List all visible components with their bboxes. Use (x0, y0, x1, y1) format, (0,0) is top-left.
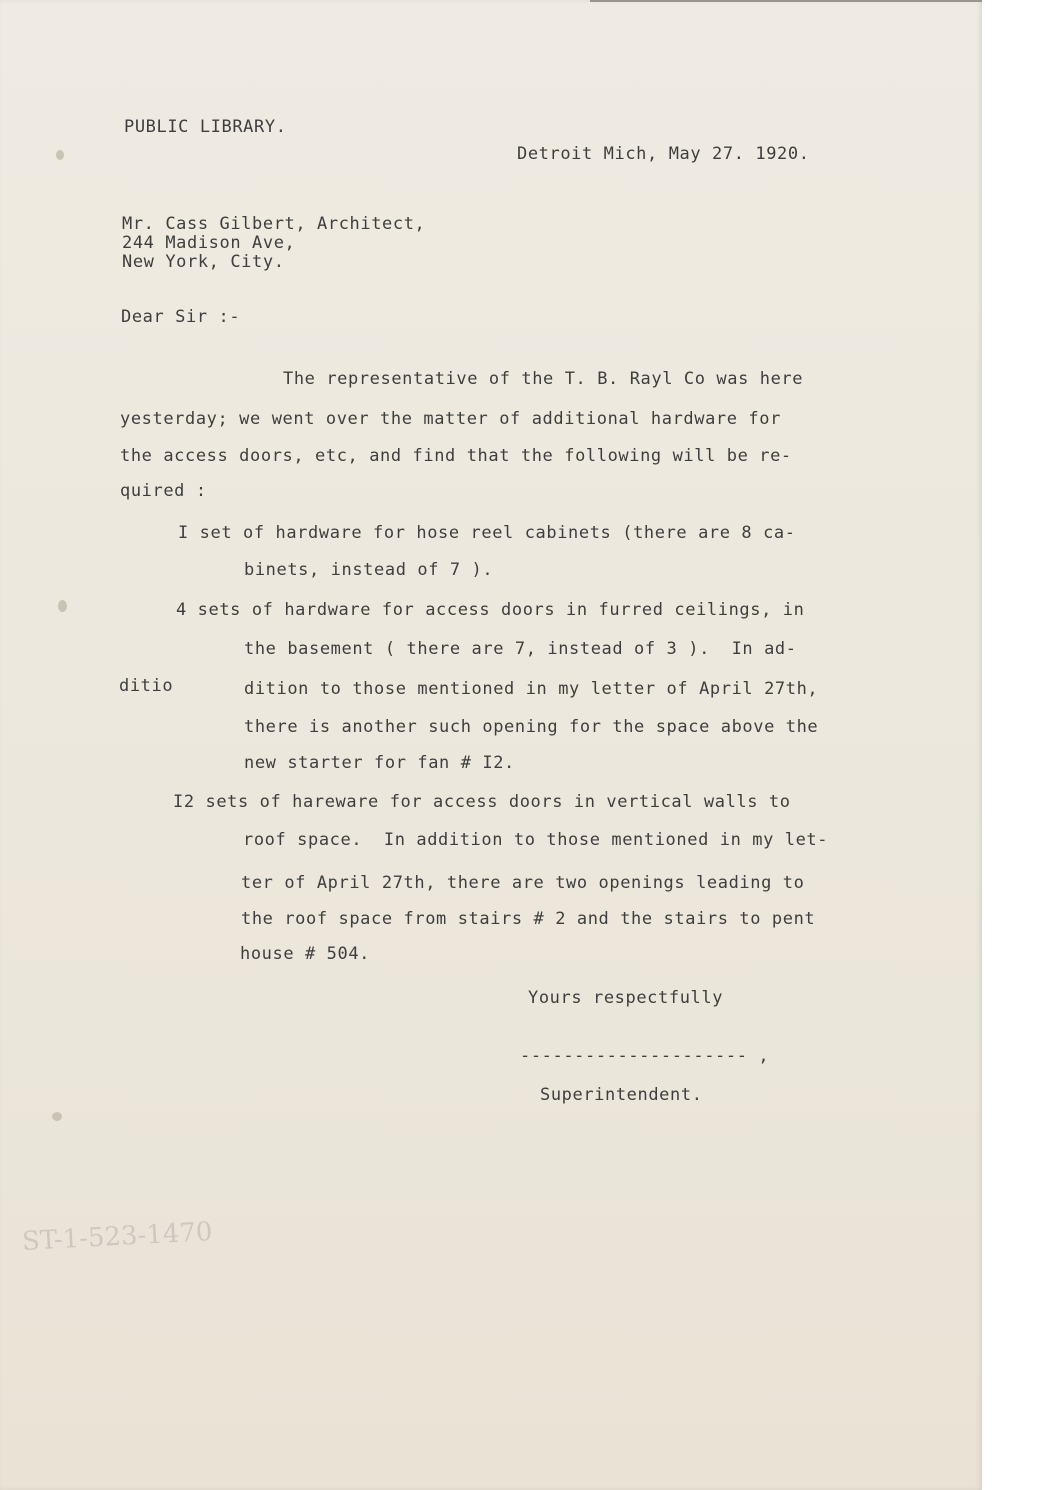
paper-blemish (56, 150, 64, 160)
salutation: Dear Sir :- (121, 307, 241, 327)
item-line: house # 504. (240, 944, 371, 964)
body-line: the access doors, etc, and find that the following will be re- (120, 446, 792, 466)
body-line: quired : (120, 481, 207, 501)
item-line: the basement ( there are 7, instead of 3 ). In ad- (244, 639, 797, 659)
paper-blemish (52, 1112, 62, 1121)
body-line: yesterday; we went over the matter of additional hardware for (120, 409, 781, 429)
recipient-line: New York, City. (122, 252, 285, 272)
item-line: roof space. In addition to those mentioned in my let- (243, 830, 829, 850)
paper-blemish (58, 600, 67, 612)
pencil-archive-number: ST-1-523-1470 (21, 1217, 214, 1257)
recipient-line: 244 Madison Ave, (122, 233, 296, 253)
page-edge-shadow (590, 0, 982, 2)
body-line: The representative of the T. B. Rayl Co was here (283, 369, 804, 389)
item-line: binets, instead of 7 ). (244, 560, 494, 580)
closing: Yours respectfully (528, 988, 724, 1008)
item-line: I2 sets of hareware for access doors in vertical walls to (173, 792, 791, 812)
item-line: the roof space from stairs # 2 and the stairs to pent (241, 909, 816, 929)
item-line: there is another such opening for the space above the (244, 717, 819, 737)
signer-title: Superintendent. (540, 1085, 703, 1105)
recipient-line: Mr. Cass Gilbert, Architect, (122, 214, 426, 234)
letterhead: PUBLIC LIBRARY. (124, 117, 287, 137)
margin-note: ditio (119, 676, 174, 696)
item-line: 4 sets of hardware for access doors in furred ceilings, in (176, 600, 805, 620)
signature-line: --------------------- , (520, 1046, 770, 1066)
item-line: ter of April 27th, there are two openings leading to (241, 873, 805, 893)
item-line: dition to those mentioned in my letter of April 27th, (244, 679, 819, 699)
item-line: I set of hardware for hose reel cabinets (there are 8 ca- (178, 523, 796, 543)
dateline: Detroit Mich, May 27. 1920. (517, 144, 810, 164)
item-line: new starter for fan # I2. (244, 753, 515, 773)
